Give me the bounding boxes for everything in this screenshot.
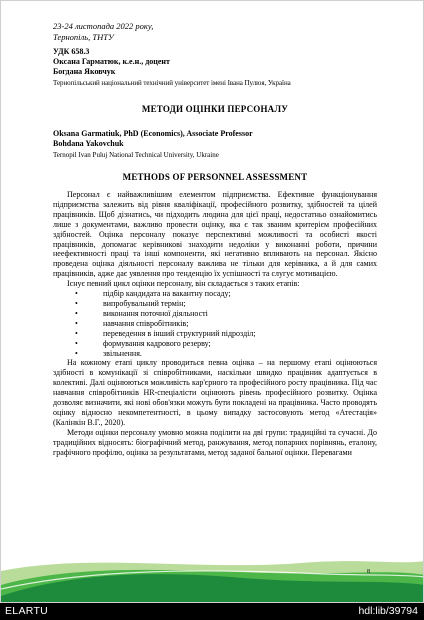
author-2-ua: Богдана Яковчук	[53, 67, 116, 76]
paragraph-stages-assessment: На кожному етапі циклу проводиться певна оцінка – на першому етапі оцінюються здібності в комунікації зі співробітниками, наскільки швидко працівник адаптується в колективі. Далі оцінюються можливість кар'єрного та професійного росту працівника. Під час навчання співробітників HR-спеціалісти оцінюють рівень професійного розвитку. Оцінка дозволяє визначити, які нові обов'язки можуть бути покладені на працівника. Часто проводять оцінку відносно некомпетентності, в цьому випадку застосовують метод «Атестація» (Калінкін В.Г., 2020).	[53, 358, 377, 427]
decorative-waves	[1, 541, 424, 603]
list-item: • виконання поточної діяльності	[53, 309, 377, 319]
author-1-ua: Оксана Гарматюк, к.е.н., доцент	[53, 57, 170, 66]
page-number: 8	[367, 569, 370, 575]
article-title-en: METHODS OF PERSONNEL ASSESSMENT	[122, 172, 308, 182]
article-body	[53, 190, 377, 457]
paragraph-intro: Персонал є найважливішим елементом підприємства. Ефективне функціонування підприємства залежить від рівня кваліфікації, професійного розвитку, здібностей та цілей працівників. Щоб дізнатись, чи підходить людина для цієї праці, недостатньо ознайомитись лише з документами, важливо провести оцінку, яка є так званим критерієм професійних здібностей. Оцінка персоналу показує перспективні можливості та особисті якості працівників, допомагає керівникові знаходити недоліки у виконанні роботи, причини неефективності праці та інші компоненти, які негативно впливають на персонал. Якісно проведена оцінка діяльності персоналу важлива не тільки для керівника, а й для самих працівників, адже дає уявлення про тенденцію їх успішності та слугує мотивацією.	[53, 190, 377, 279]
authors-ua	[53, 57, 377, 77]
affiliation-en: Ternopil Ivan Puluj National Technical University, Ukraine	[53, 151, 219, 159]
author-1-en: Oksana Garmatiuk, PhD (Economics), Associate Professor	[53, 129, 253, 138]
conference-header	[53, 21, 377, 43]
udk-code: УДК 658.3	[53, 47, 90, 56]
conference-date: 23-24 листопада 2022 року,	[53, 21, 154, 31]
list-item: • навчання співробітників;	[53, 319, 377, 329]
list-item: • підбір кандидата на вакантну посаду;	[53, 289, 377, 299]
list-item: • звільнення.	[53, 349, 377, 359]
stages-list	[53, 289, 377, 358]
paragraph-methods: Методи оцінки персоналу умовно можна поділити на дві групи: традиційні та сучасні. До традиційних відносять: біографічний метод, ранжування, метод попарних порівнянь, еталону, графічного профілю, оцінка за результатами, метод заданої бальної оцінки. Перевагами	[53, 427, 377, 457]
paragraph-cycle: Існує певний цикл оцінки персоналу, він складається з таких етапів:	[67, 279, 300, 289]
author-2-en: Bohdana Yakovchuk	[53, 139, 124, 148]
list-item: • переведення в інший структурний підрозділ;	[53, 329, 377, 339]
affiliation-ua: Тернопільський національний технічний університет імені Івана Пулюя, Україна	[53, 79, 291, 87]
repository-name: ELARTU	[5, 605, 49, 617]
handle-id: hdl:lib/39794	[358, 605, 418, 617]
list-item: • випробувальний термін;	[53, 299, 377, 309]
article-title-ua: МЕТОДИ ОЦІНКИ ПЕРСОНАЛУ	[141, 104, 289, 114]
authors-en	[53, 129, 377, 149]
list-item: • формування кадрового резерву;	[53, 339, 377, 349]
conference-place: Тернопіль, ТНТУ	[53, 32, 114, 42]
repository-footer	[0, 603, 424, 620]
